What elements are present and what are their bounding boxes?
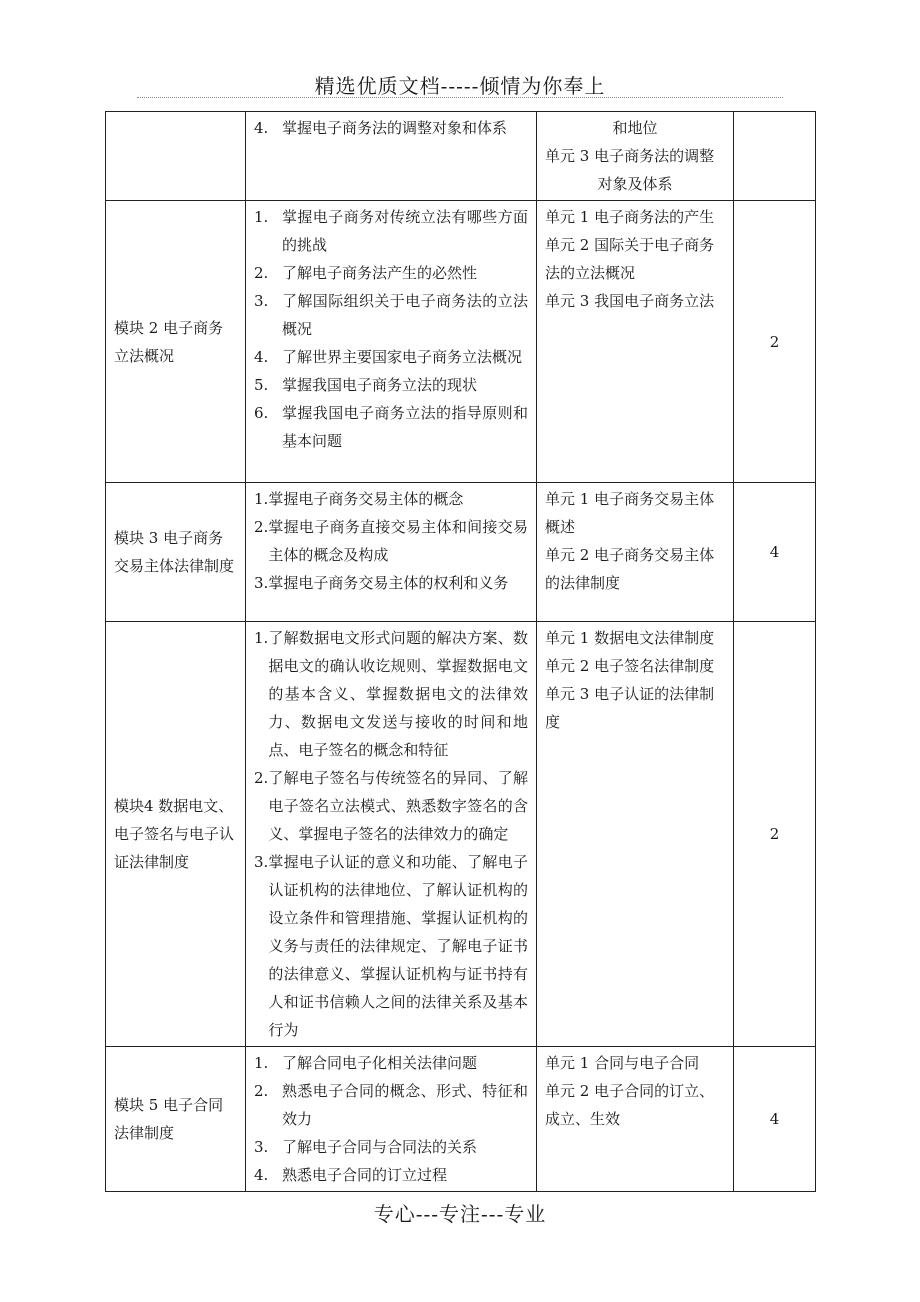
requirement-item [254,1161,528,1189]
table-row [106,483,816,622]
requirement-item [254,371,528,399]
requirement-item [254,569,528,597]
requirement-item [254,1049,528,1077]
requirement-number: 2. [254,769,269,787]
requirement-number: 6. [254,404,269,422]
requirement-text: 掌握电子商务直接交易主体和间接交易主体的概念及构成 [268,518,528,564]
unit-line: 单元 2 电子商务交易主体的法律制度 [545,546,715,592]
requirements-cell [246,622,537,1047]
requirement-number: 3. [254,1138,269,1156]
requirements-cell [246,112,537,201]
requirement-number: 4. [254,348,269,366]
requirement-text: 了解合同电子化相关法律问题 [282,1054,478,1072]
requirement-item [254,259,528,287]
requirement-number: 4. [254,1166,269,1184]
requirement-text: 掌握电子认证的意义和功能、了解电子认证机构的法律地位、了解认证机构的设立条件和管理措施、掌握认证机构的义务与责任的法律规定、了解电子证书的法律意义、掌握认证机构与证书持有人和证书信赖人之间的法律关系及基本行为 [268,853,528,1039]
requirement-text: 了解电子合同与合同法的关系 [282,1138,478,1156]
requirement-number: 1. [254,208,269,226]
hours-cell: 2 [734,201,816,483]
requirements-cell [246,201,537,483]
requirement-text: 掌握电子商务对传统立法有哪些方面的挑战 [282,208,528,254]
module-cell: 模块4 数据电文、电子签名与电子认证法律制度 [106,622,246,1047]
page-footer-text: 专心---专注---专业 [373,1202,547,1226]
requirement-text: 了解国际组织关于电子商务法的立法概况 [282,292,528,338]
requirement-item [254,114,528,142]
table-row [106,201,816,483]
units-cell [537,112,734,201]
module-cell: 模块 5 电子合同法律制度 [106,1047,246,1192]
requirement-number: 3. [254,574,269,592]
requirement-item [254,203,528,259]
module-cell [106,112,246,201]
requirement-item [254,1077,528,1133]
unit-line: 单元 1 电子商务交易主体概述 [545,490,715,536]
unit-line: 和地位 [612,119,658,137]
requirement-number: 1. [254,490,269,508]
units-cell [537,1047,734,1192]
unit-line: 单元 3 我国电子商务立法 [545,292,715,310]
requirement-text: 了解电子签名与传统签名的异同、了解电子签名立法模式、熟悉数字签名的含义、掌握电子签名的法律效力的确定 [268,769,528,843]
requirement-item [254,764,528,848]
requirement-number: 1. [254,629,269,647]
unit-line: 单元 3 电子商务法的调整 [545,147,715,165]
requirement-text: 熟悉电子合同的概念、形式、特征和效力 [282,1082,528,1128]
requirement-text: 熟悉电子合同的订立过程 [282,1166,448,1184]
requirement-item [254,485,528,513]
unit-line: 单元 3 电子认证的法律制度 [545,685,715,731]
hours-cell: 4 [734,1047,816,1192]
requirement-text: 了解数据电文形式问题的解决方案、数据电文的确认收讫规则、掌握数据电文的基本含义、掌握数据电文的法律效力、数据电文发送与接收的时间和地点、电子签名的概念和特征 [268,629,528,759]
requirement-number: 5. [254,376,269,394]
units-cell [537,622,734,1047]
requirement-number: 4. [254,119,269,137]
requirement-text: 了解世界主要国家电子商务立法概况 [282,348,523,366]
requirements-cell [246,1047,537,1192]
requirement-item [254,624,528,764]
course-table [105,111,816,1192]
unit-line: 单元 2 电子合同的订立、成立、生效 [545,1082,715,1128]
requirement-item [254,513,528,569]
hours-cell [734,112,816,201]
unit-line: 单元 1 合同与电子合同 [545,1054,700,1072]
hours-cell: 4 [734,483,816,622]
unit-line: 单元 2 电子签名法律制度 [545,657,715,675]
requirement-text: 掌握电子商务交易主体的概念 [268,490,464,508]
unit-line: 单元 2 国际关于电子商务法的立法概况 [545,236,715,282]
unit-line: 对象及体系 [597,175,673,193]
requirement-number: 2. [254,1082,269,1100]
requirement-item [254,287,528,343]
requirement-item [254,848,528,1044]
unit-line: 单元 1 数据电文法律制度 [545,629,715,647]
units-cell [537,201,734,483]
requirement-item [254,343,528,371]
units-cell [537,483,734,622]
requirement-text: 掌握电子商务交易主体的权利和义务 [268,574,509,592]
header-divider [137,97,783,98]
requirement-number: 2. [254,518,269,536]
requirement-text: 掌握我国电子商务立法的现状 [282,376,478,394]
requirement-text: 掌握我国电子商务立法的指导原则和基本问题 [282,404,528,450]
requirement-number: 1. [254,1054,269,1072]
table-row [106,1047,816,1192]
table-row [106,112,816,201]
module-cell: 模块 3 电子商务交易主体法律制度 [106,483,246,622]
requirement-item [254,399,528,455]
unit-line: 单元 1 电子商务法的产生 [545,208,715,226]
requirements-cell [246,483,537,622]
table-row [106,622,816,1047]
requirement-text: 掌握电子商务法的调整对象和体系 [282,119,508,137]
requirement-number: 3. [254,292,269,310]
requirement-number: 2. [254,264,269,282]
requirement-item [254,1133,528,1161]
module-cell: 模块 2 电子商务立法概况 [106,201,246,483]
hours-cell: 2 [734,622,816,1047]
requirement-number: 3. [254,853,269,871]
page-header-title: 精选优质文档-----倾情为你奉上 [314,74,606,98]
requirement-text: 了解电子商务法产生的必然性 [282,264,478,282]
